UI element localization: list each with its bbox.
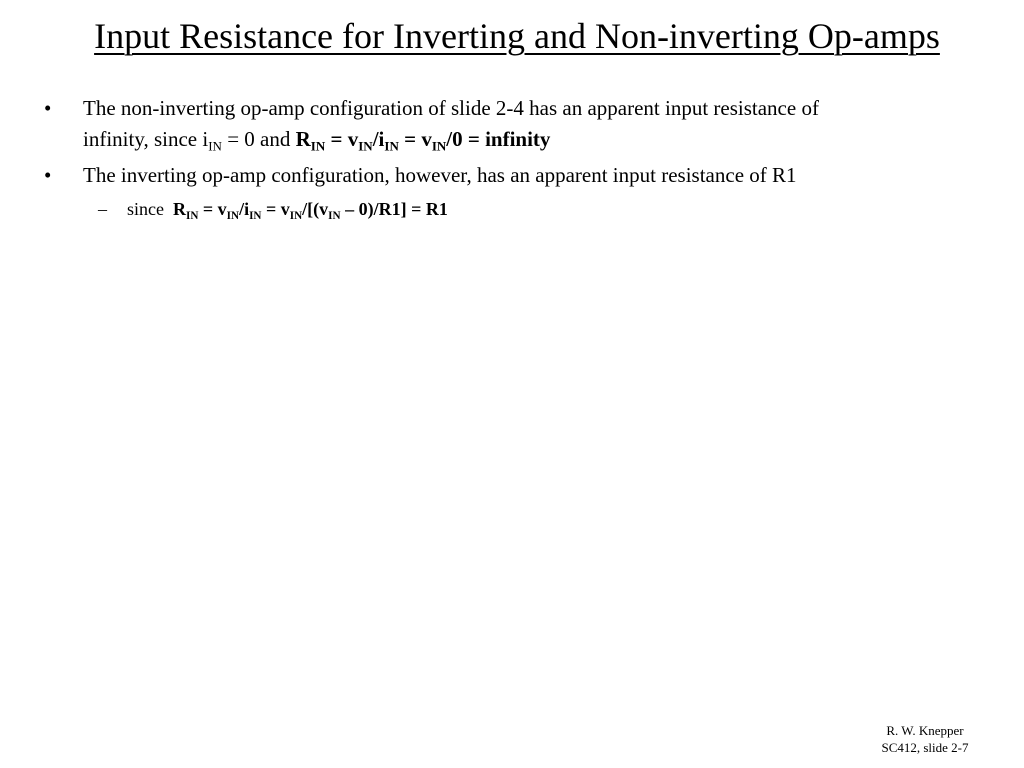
bullet-text-line-1: The non-inverting op-amp configuration of slide 2-4 has an apparent input resistance of: [83, 96, 819, 120]
slide-title: Input Resistance for Inverting and Non-inverting Op-amps: [94, 16, 940, 56]
text-fragment: = 0 and: [221, 127, 296, 151]
text-fragment: since: [127, 199, 164, 219]
bullet-marker: •: [44, 163, 52, 187]
footer-slide-number: SC412, slide 2-7: [881, 740, 969, 755]
sub-bullet-text: [127, 197, 448, 221]
sub-bullet-marker: –: [98, 199, 107, 219]
bullet-marker: •: [44, 96, 52, 120]
text-fragment: infinity, since i: [83, 127, 209, 151]
bullet-text: The inverting op-amp configuration, however, has an apparent input resistance of R1: [83, 163, 797, 187]
bullet-text-line-2: [83, 124, 988, 154]
footer-author: R. W. Knepper: [886, 723, 964, 738]
subscript-in: IN: [208, 138, 222, 154]
equation-r1: $R_{IN} = v_{IN}/i_{IN} = v_{IN}/[(v_{IN} - 0)/R1] = R1$: [172, 199, 448, 222]
slide-footer: [860, 722, 990, 756]
equation-infinity: $R_{IN} = v_{IN}/i_{IN} = v_{IN}/0$ = infinity: [295, 127, 551, 154]
